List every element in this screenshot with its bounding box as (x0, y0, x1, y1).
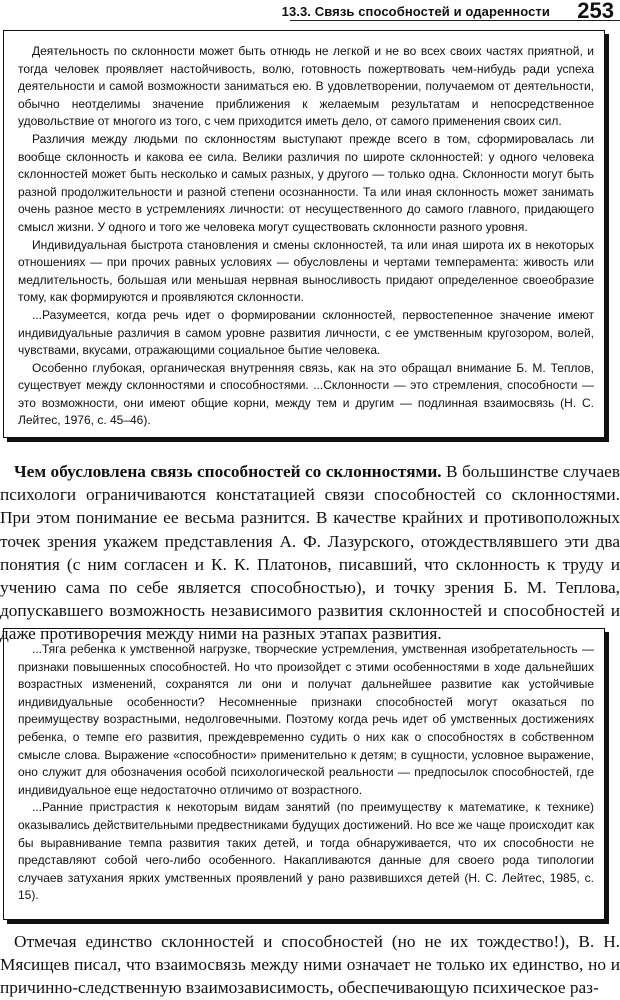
quote-box-child-abilities (3, 628, 605, 920)
quote-paragraph: Особенно глубокая, органическая внутренняя связь, как на это обращал внимание Б. М. Теплов, существует между склонностями и способностями. ...Склонности — это стремления, способности — это возможности, они имеют общие корни, между тем и другим — подлинная взаимосвязь (Н. С. Лейтес, 1976, с. 45–46). (18, 360, 594, 428)
body-paragraph (0, 460, 620, 646)
quote-paragraph: Деятельность по склонности может быть отнюдь не легкой и не во всех своих частях приятной, и тогда человек проявляет настойчивость, волю, готовность пожертвовать чем-нибудь ради успеха деятельности и самой возможности заниматься ею. В удовлетворении, получаемом от деятельности, обычно неотделимы значение приближения к желаемым результатам и непосредственное удовольствие от многого из того, с чем приходится иметь дело, от самого применения своих сил. (18, 44, 594, 129)
body-text-continuation (0, 930, 620, 1000)
quote-paragraph: Индивидуальная быстрота становления и смены склонностей, та или иная широта их в некоторых отношениях — при прочих равных условиях — обусловлены и чертами темперамента: живость или медлительность, большая или меньшая нервная выносливость придают определенное своеобразие тому, как формируются и проявляются склонности. (18, 237, 594, 305)
paragraph-lead-heading: Чем обусловлена связь способностей со склонностями. (14, 462, 442, 481)
header-rule (290, 20, 620, 21)
quote-paragraph: Различия между людьми по склонностям выступают прежде всего в том, сформировалась ли вообще склонность и какова ее сила. Велики различия по широте склонностей: у одного человека склонностей может быть несколько и самых разных, у другого — только одна. Склонности могут быть разной продолжительности и разной степени осознанности. Та или иная склонность может занимать очень разное место в устремлениях личности: от несущественного до самого главного, придающего смысл жизни. У одного и того же человека могут существовать склонности разного уровня. (18, 131, 594, 234)
section-title: 13.3. Связь способностей и одаренности (281, 4, 550, 19)
body-text-section (0, 460, 620, 646)
quote-paragraph: ...Ранние пристрастия к некоторым видам занятий (по преимуществу к математике, к технике) оказывались действительными предвестниками будущих достижений. Но все же чаще происходит как бы выравнивание темпа развития таких детей, и тогда обнаруживается, что их способности не представляют собой чего-либо особенного. Накапливаются данные для своего рода типологии случаев затухания ярких умственных проявлений у рано развившихся детей (Н. С. Лейтес, 1985, с. 15). (18, 800, 594, 903)
quote-paragraph: ...Разумеется, когда речь идет о формировании склонностей, первостепенное значение имеют индивидуальные различия в самом уровне развития личности, с ее умственным кругозором, волей, чувствами, вкусами, отражающими социальное бытие человека. (18, 307, 594, 358)
page-number: 253 (577, 0, 614, 23)
quote-box-inclinations (3, 30, 605, 438)
paragraph-text: В большинстве случаев психологи ограничиваются констатацией связи способностей со склонностями. При этом понимание ее весьма разнится. В качестве крайних и противоположных точек зрения укажем представления А. Ф. Лазурского, отождествлявшего эти два понятия (с ним согласен и К. К. Платонов, писавший, что склонность к труду и учению сама по себе является способностью), и точку зрения Б. М. Теплова, допускавшего возможность независимого развития склонностей и способностей и даже противоречия между ними на разных этапах развития. (0, 462, 620, 644)
quote-paragraph: ...Тяга ребенка к умственной нагрузке, творческие устремления, умственная изобретательность — признаки повышенных способностей. Но что произойдет с этими особенностями в ходе дальнейших возрастных изменений, сохранятся ли они и получат дальнейшее развитие как устойчивые индивидуальные особенности? Несомненные признаки способностей могут оказаться по преимуществу возрастными, недолговечными. Поэтому когда речь идет об умственных достижениях ребенка, о темпе его развития, преждевременно судить о них как о способностях в собственном смысле слова. Выражение «способности» применительно к детям; в сущности, условное выражение, оно служит для обозначения особой психологической реальности — предпосылок способностей, где индивидуальное еще недостаточно отличимо от возрастного. (18, 642, 594, 797)
body-paragraph: Отмечая единство склонностей и способностей (но не их тождество!), В. Н. Мясищев писал, что взаимосвязь между ними означает не только их единство, но и причинно-следственную взаимозависимость, обеспечивающую психическое раз- (0, 932, 620, 998)
running-header (0, 0, 620, 30)
